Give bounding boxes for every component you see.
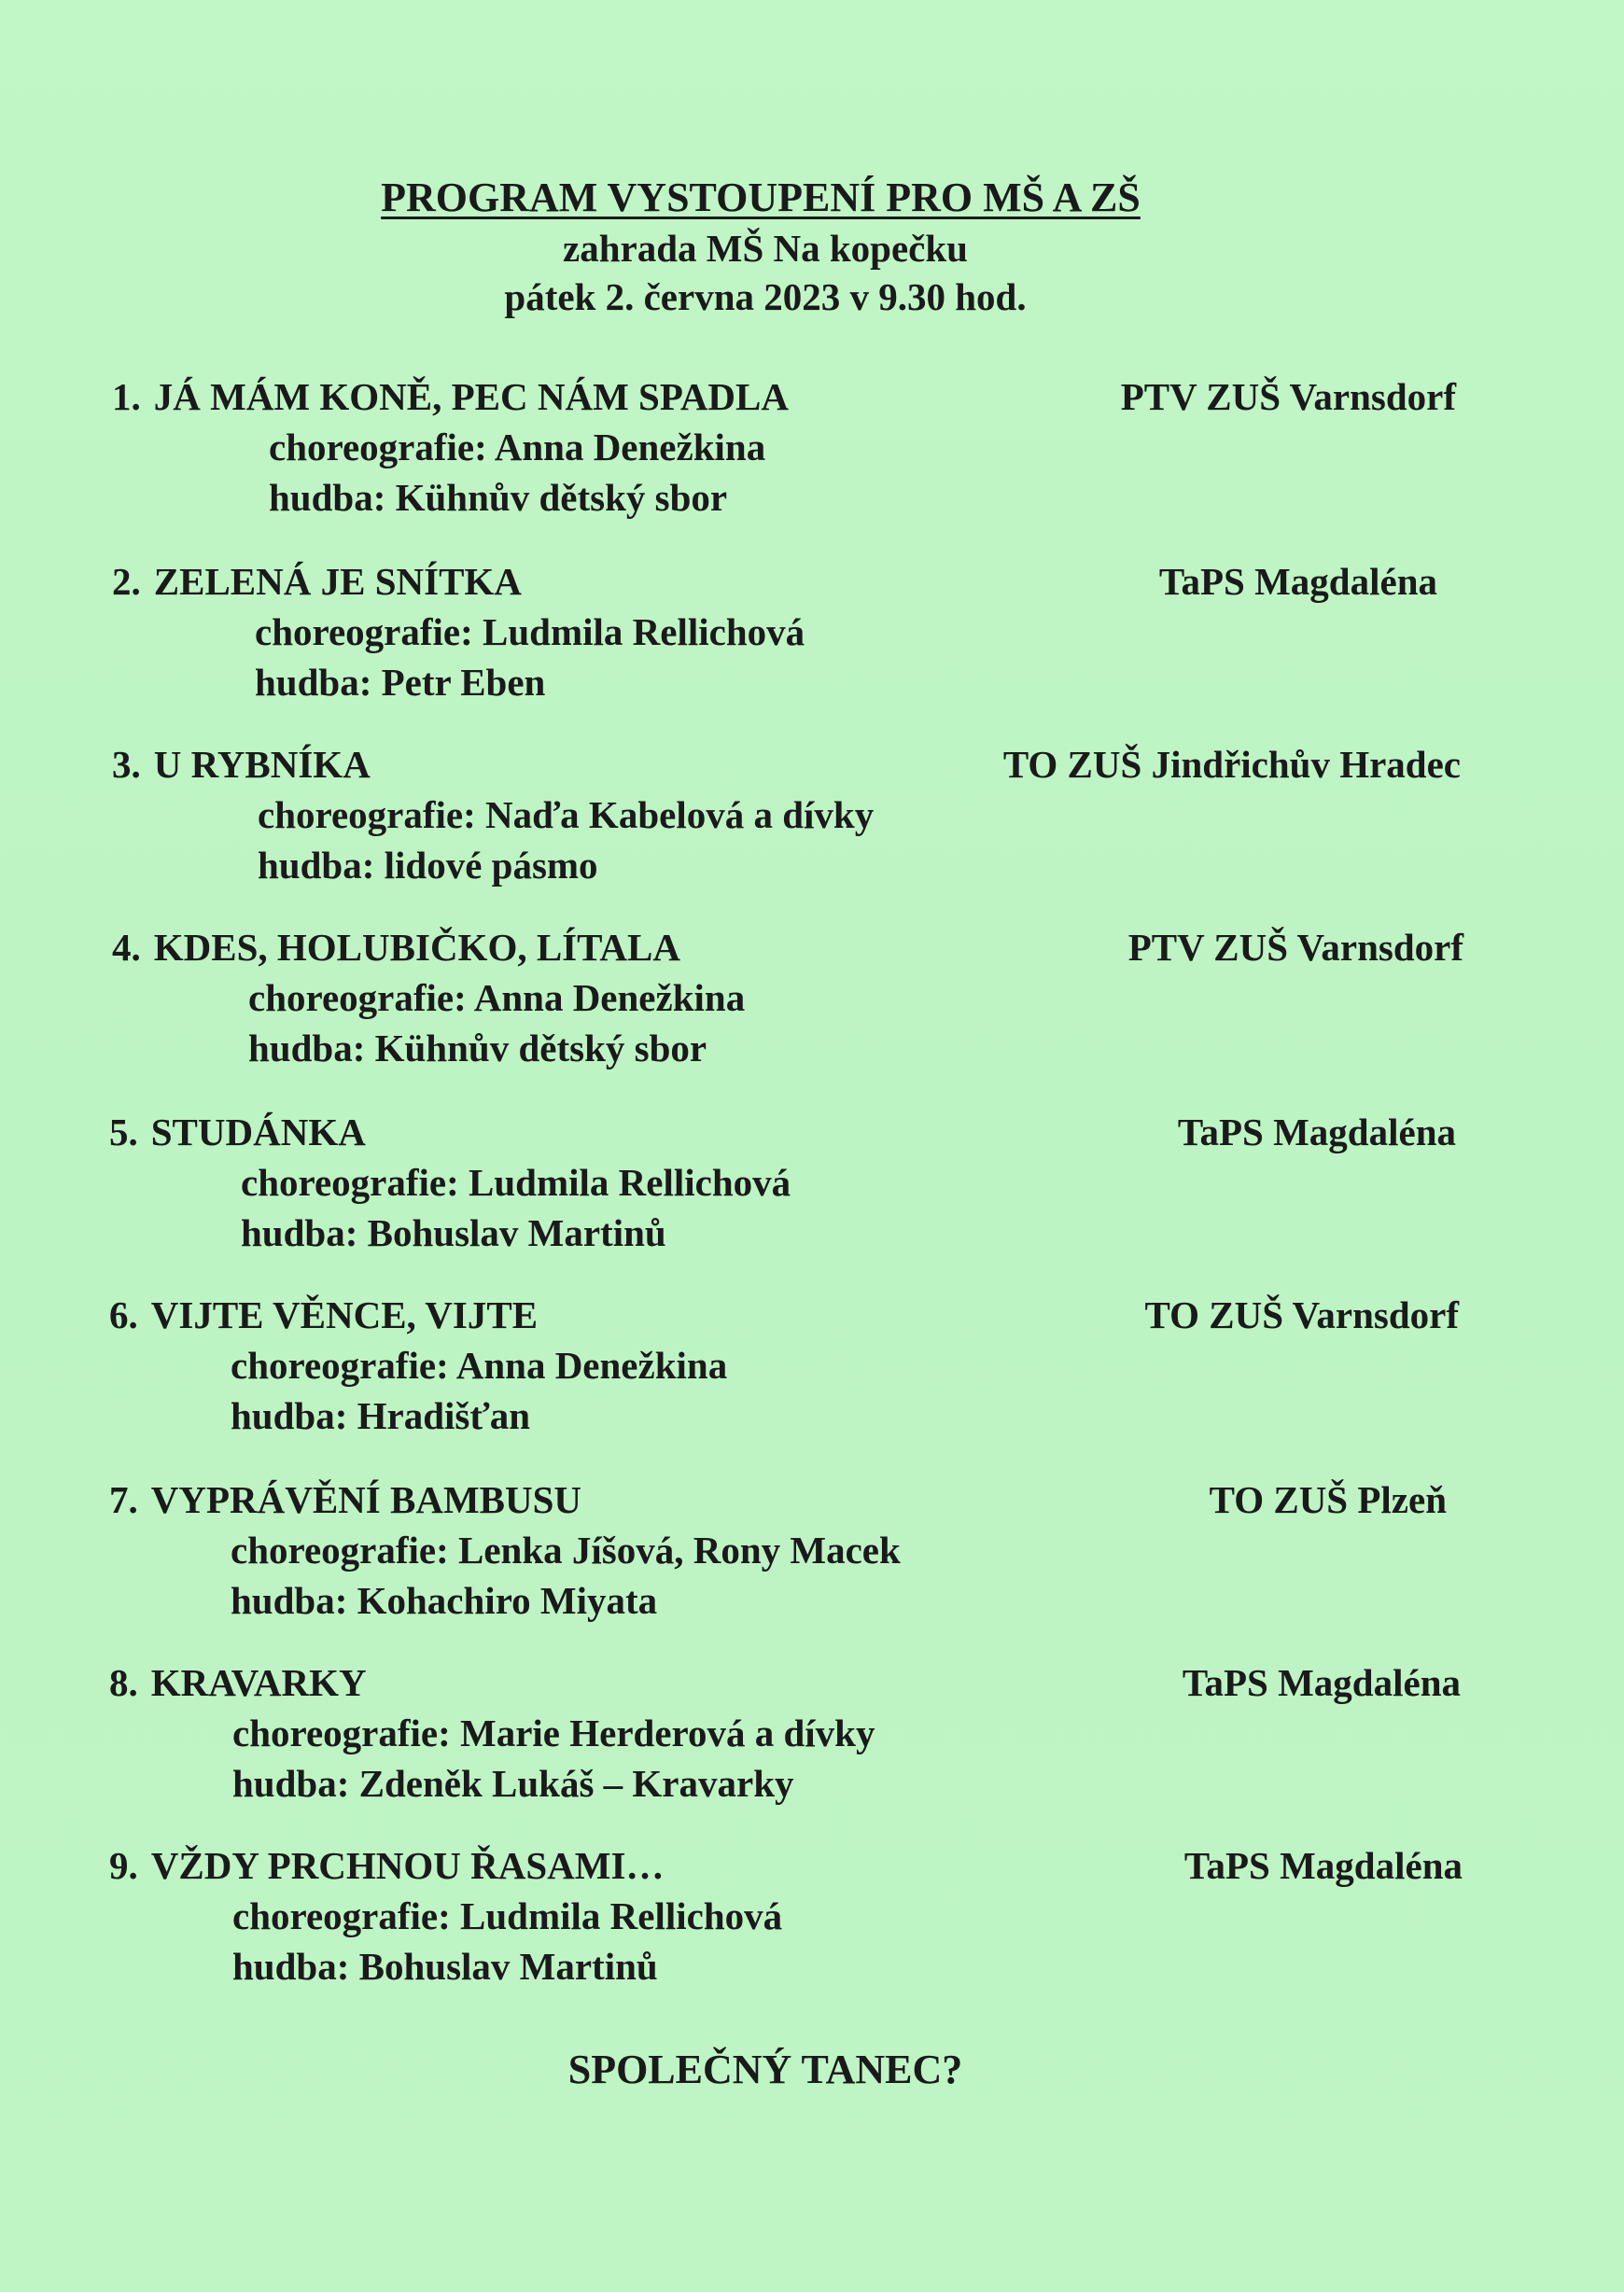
program-item-title — [112, 739, 371, 790]
program-item-music: hudba: Kühnův dětský sbor — [269, 476, 728, 519]
program-item-music: hudba: Kohachiro Miyata — [231, 1579, 658, 1622]
program-item-title-text: KRAVARKY — [150, 1661, 367, 1704]
program-item-title — [109, 1107, 366, 1157]
program-item-music: hudba: Petr Eben — [255, 661, 546, 704]
program-item-ensemble: PTV ZUŠ Varnsdorf — [1120, 375, 1456, 418]
program-item-choreography: choreografie: Marie Herderová a dívky — [232, 1712, 875, 1754]
program-item-music: hudba: Bohuslav Martinů — [232, 1945, 658, 1988]
program-item-number: 1. — [112, 375, 141, 418]
program-item-choreography: choreografie: Ludmila Rellichová — [255, 610, 805, 653]
program-item-number: 2. — [112, 560, 141, 603]
program-item-ensemble: TO ZUŠ Plzeň — [1209, 1478, 1447, 1521]
program-item-title-text: KDES, HOLUBIČKO, LÍTALA — [153, 926, 681, 969]
program-item-number: 4. — [112, 926, 141, 969]
program-item-number: 7. — [109, 1478, 138, 1521]
program-item-ensemble: PTV ZUŠ Varnsdorf — [1127, 926, 1463, 969]
program-item-choreography: choreografie: Anna Denežkina — [231, 1344, 728, 1387]
program-item-title — [112, 556, 522, 607]
program-item-choreography: choreografie: Lenka Jíšová, Rony Macek — [231, 1529, 901, 1572]
program-item-title-text: STUDÁNKA — [150, 1111, 366, 1153]
program-item-choreography: choreografie: Anna Denežkina — [269, 426, 766, 468]
program-item-choreography: choreografie: Ludmila Rellichová — [232, 1894, 783, 1937]
program-item-ensemble: TaPS Magdaléna — [1182, 1661, 1461, 1704]
program-item-ensemble: TO ZUŠ Varnsdorf — [1144, 1293, 1459, 1336]
program-item-title — [109, 1657, 367, 1708]
program-item-ensemble: TaPS Magdaléna — [1177, 1111, 1456, 1153]
program-item-choreography: choreografie: Ludmila Rellichová — [241, 1161, 791, 1204]
program-item-number: 5. — [109, 1111, 138, 1153]
program-item-number: 6. — [109, 1293, 138, 1336]
program-item-title-text: ZELENÁ JE SNÍTKA — [153, 560, 522, 603]
program-item-ensemble: TaPS Magdaléna — [1158, 560, 1437, 603]
program-item-choreography: choreografie: Anna Denežkina — [248, 976, 746, 1019]
program-item-ensemble: TaPS Magdaléna — [1183, 1844, 1463, 1887]
program-item-title — [112, 922, 680, 972]
program-item-title-text: VŽDY PRCHNOU ŘASAMI… — [150, 1844, 665, 1887]
program-item-title-text: VIJTE VĚNCE, VIJTE — [150, 1293, 539, 1336]
program-item-ensemble: TO ZUŠ Jindřichův Hradec — [1002, 743, 1461, 786]
program-item-title-text: JÁ MÁM KONĚ, PEC NÁM SPADLA — [153, 375, 789, 418]
document-title: PROGRAM VYSTOUPENÍ PRO MŠ A ZŠ — [381, 175, 1141, 220]
program-item-music: hudba: Bohuslav Martinů — [241, 1211, 666, 1254]
venue-line: zahrada MŠ Na kopečku — [563, 227, 968, 270]
program-item-number: 8. — [109, 1661, 138, 1704]
program-item-title — [112, 371, 789, 422]
program-item-title-text: U RYBNÍKA — [153, 743, 371, 786]
program-item-title — [109, 1290, 538, 1340]
program-item-music: hudba: Kühnův dětský sbor — [248, 1027, 707, 1069]
program-item-music: hudba: lidové pásmo — [258, 844, 598, 887]
program-item-music: hudba: Hradišťan — [231, 1394, 531, 1437]
program-item-title — [109, 1474, 581, 1525]
program-item-title — [109, 1840, 664, 1891]
program-item-title-text: VYPRÁVĚNÍ BAMBUSU — [150, 1478, 582, 1521]
program-item-number: 9. — [109, 1844, 138, 1887]
finale-heading: SPOLEČNÝ TANEC? — [567, 2047, 963, 2092]
program-item-choreography: choreografie: Naďa Kabelová a dívky — [258, 793, 875, 836]
program-item-music: hudba: Zdeněk Lukáš – Kravarky — [232, 1762, 794, 1805]
program-item-number: 3. — [112, 743, 141, 786]
date-time-line: pátek 2. června 2023 v 9.30 hod. — [504, 275, 1027, 318]
